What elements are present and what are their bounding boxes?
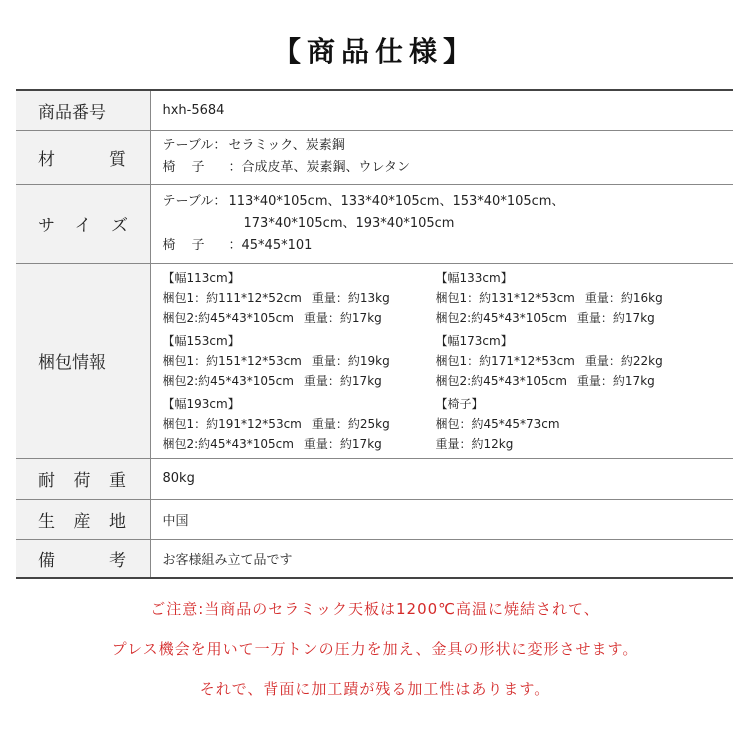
- label-origin: 生 産 地: [16, 499, 150, 539]
- value-size: テーブル： 113*40*105cm、133*40*105cm、153*40*105cm、 173*40*105cm、193*40*105cm 椅 子 ：45*45*101: [150, 184, 733, 263]
- label-size: サ イ ズ: [16, 184, 150, 263]
- row-remarks: [16, 539, 733, 578]
- row-size: [16, 184, 733, 263]
- row-material: [16, 130, 733, 184]
- value-load: 80kg: [150, 458, 733, 499]
- package-block: 【幅153cm】 梱包1：約151*12*53cm 重量：約19kg 梱包2:約45*43*105cm 重量：約17kg: [162, 333, 390, 388]
- label-product-no: 商品番号: [16, 90, 150, 130]
- value-remarks: お客様組み立て品です: [150, 539, 733, 578]
- label-remarks: 備 考: [16, 539, 150, 578]
- package-block: 【幅133cm】 梱包1：約131*12*53cm 重量：約16kg 梱包2:約45*43*105cm 重量：約17kg: [435, 270, 663, 325]
- row-load: [16, 458, 733, 499]
- package-block: 【幅193cm】 梱包1：約191*12*53cm 重量：約25kg 梱包2:約45*43*105cm 重量：約17kg: [162, 396, 390, 451]
- package-block-chair: 【椅子】 梱包：約45*45*73cm 重量：約12kg: [435, 396, 560, 451]
- caution-note-line-3: それで、背面に加工蹟が残る加工性はあります。: [199, 680, 551, 698]
- page-title: 【商品仕様】: [272, 35, 477, 68]
- label-load: 耐 荷 重: [16, 458, 150, 499]
- label-material: 材 質: [16, 130, 150, 184]
- value-product-no: hxh-5684: [150, 90, 733, 130]
- package-block: 【幅173cm】 梱包1：約171*12*53cm 重量：約22kg 梱包2:約45*43*105cm 重量：約17kg: [435, 333, 663, 388]
- package-block: 【幅113cm】 梱包1：約111*12*52cm 重量：約13kg 梱包2:約45*43*105cm 重量：約17kg: [162, 270, 390, 325]
- caution-note-line-1: ご注意:当商品のセラミック天板は1200℃高温に焼結されて、: [150, 600, 600, 618]
- label-packaging: 梱包情報: [16, 263, 150, 458]
- value-origin: 中国: [150, 499, 733, 539]
- value-material: テーブル： セラミック、炭素鋼 椅 子 ：合成皮革、炭素鋼、ウレタン: [150, 130, 733, 184]
- caution-note-line-2: プレス機会を用いて一万トンの圧力を加え、金具の形状に変形させます。: [111, 640, 639, 658]
- spec-table: [16, 89, 733, 579]
- row-packaging: [16, 263, 733, 458]
- value-packaging: [150, 263, 733, 458]
- row-origin: [16, 499, 733, 539]
- row-product-no: [16, 90, 733, 130]
